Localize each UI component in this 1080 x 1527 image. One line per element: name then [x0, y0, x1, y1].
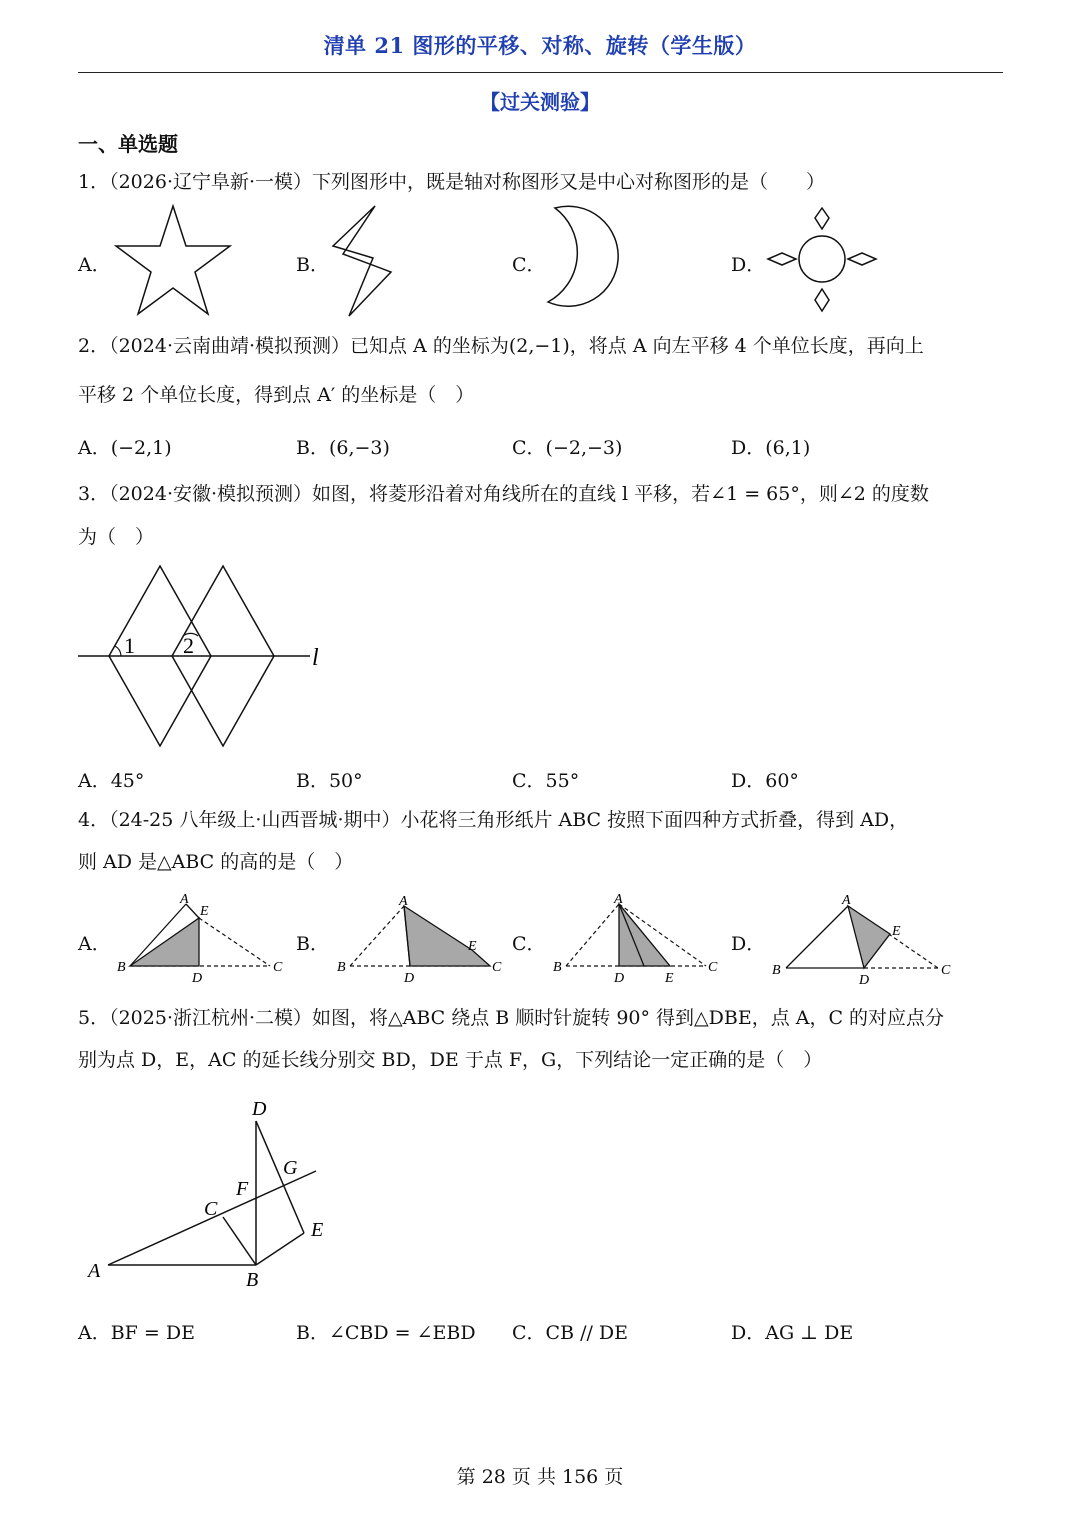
q4d-label-a: A — [842, 893, 851, 908]
question-4-line1: 4．（24-25 八年级上·山西晋城·期中）小花将三角形纸片 ABC 按照下面四种方式折叠，得到 AD， — [78, 809, 909, 831]
q5-label-b: B — [246, 1269, 259, 1291]
q4b-label-d: D — [404, 971, 415, 982]
question-2-line1: 2．（2024·云南曲靖·模拟预测）已知点 A 的坐标为(2,−1)，将点 A 向左平移 4 个单位长度，再向上 — [78, 335, 924, 357]
q4-option-b-label: B． — [296, 933, 329, 955]
q1-option-a-label: A． — [78, 254, 111, 276]
question-2-line2: 平移 2 个单位长度，得到点 A′ 的坐标是（ ） — [78, 384, 475, 406]
q5-label-e: E — [311, 1219, 324, 1241]
q4c-label-d: D — [614, 971, 625, 982]
q5-option-c: C．CB // DE — [512, 1322, 629, 1344]
header-rule — [78, 72, 1003, 73]
q4b-label-c: C — [492, 960, 502, 975]
q1-option-d-label: D． — [731, 254, 766, 276]
q1-star-figure — [108, 200, 238, 318]
q4a-label-d: D — [192, 971, 203, 982]
section-heading: 一、单选题 — [78, 132, 178, 156]
question-4-line2: 则 AD 是△ABC 的高的是（ ） — [78, 851, 354, 873]
q4d-label-d: D — [859, 973, 870, 986]
document-title: 清单 21 图形的平移、对称、旋转（学生版） — [323, 33, 757, 58]
q4-option-d-label: D． — [731, 933, 766, 955]
q2-option-a: A．(−2,1) — [78, 437, 172, 459]
q3-line-l-label: l — [312, 645, 319, 671]
q2-option-d: D．(6,1) — [731, 437, 811, 459]
q4b-label-b: B — [337, 960, 346, 975]
q3-option-a: A．45° — [78, 770, 145, 792]
q4-option-c-label: C． — [512, 933, 546, 955]
q5-label-d: D — [252, 1098, 267, 1120]
q4d-label-e: E — [892, 924, 901, 939]
q4a-label-e: E — [200, 904, 209, 919]
q4-figure-c — [548, 890, 728, 982]
q4a-label-c: C — [273, 960, 283, 975]
page-footer: 第 28 页 共 156 页 — [456, 1466, 624, 1488]
q1-option-b-label: B． — [296, 254, 329, 276]
q4b-label-a: A — [399, 894, 408, 909]
q5-rotation-figure — [80, 1095, 340, 1295]
q5-label-c: C — [204, 1198, 218, 1220]
q4c-label-c: C — [708, 960, 718, 975]
q4a-label-b: B — [117, 960, 126, 975]
q5-label-a: A — [88, 1260, 101, 1282]
q5-label-g: G — [283, 1157, 298, 1179]
question-3-line2: 为（ ） — [78, 526, 155, 548]
q3-option-d: D．60° — [731, 770, 799, 792]
q3-angle-1-label: 1 — [124, 633, 135, 658]
q5-option-a: A．BF = DE — [78, 1322, 195, 1344]
question-1-text: 1．（2026·辽宁阜新·一模）下列图形中，既是轴对称图形又是中心对称图形的是（ ） — [78, 171, 826, 193]
q4c-label-b: B — [553, 960, 562, 975]
q1-crescent-figure — [540, 202, 655, 314]
q4d-label-b: B — [772, 963, 781, 978]
q4b-label-e: E — [468, 939, 477, 954]
q1-lightning-figure — [325, 202, 400, 320]
q4-figure-b — [332, 890, 512, 982]
question-3-line1: 3．（2024·安徽·模拟预测）如图，将菱形沿着对角线所在的直线 l 平移，若∠1 = 65°，则∠2 的度数 — [78, 483, 929, 505]
q1-option-c-label: C． — [512, 254, 546, 276]
q4-figure-d — [768, 888, 964, 986]
q3-option-c: C．55° — [512, 770, 580, 792]
q4-figure-a — [112, 890, 292, 982]
q4a-label-a: A — [180, 892, 189, 907]
question-5-line2: 别为点 D，E，AC 的延长线分别交 BD，DE 于点 F，G，下列结论一定正确的是（ ） — [78, 1049, 823, 1071]
q2-option-b: B．(6,−3) — [296, 437, 390, 459]
q2-option-c: C．(−2,−3) — [512, 437, 623, 459]
q5-label-f: F — [236, 1178, 249, 1200]
q4d-label-c: C — [941, 963, 951, 978]
q3-rhombus-figure — [70, 558, 340, 758]
q5-option-b: B．∠CBD = ∠EBD — [296, 1322, 476, 1344]
q4c-label-a: A — [614, 892, 623, 907]
section-subtitle: 【过关测验】 — [480, 90, 600, 114]
q5-option-d: D．AG ⊥ DE — [731, 1322, 854, 1344]
q3-option-b: B．50° — [296, 770, 363, 792]
q1-sun-figure — [762, 202, 887, 318]
q4c-label-e: E — [665, 971, 674, 982]
q3-angle-2-label: 2 — [183, 633, 194, 658]
question-5-line1: 5．（2025·浙江杭州·二模）如图，将△ABC 绕点 B 顺时针旋转 90° 得到△DBE，点 A，C 的对应点分 — [78, 1007, 945, 1029]
q4-option-a-label: A． — [78, 933, 111, 955]
